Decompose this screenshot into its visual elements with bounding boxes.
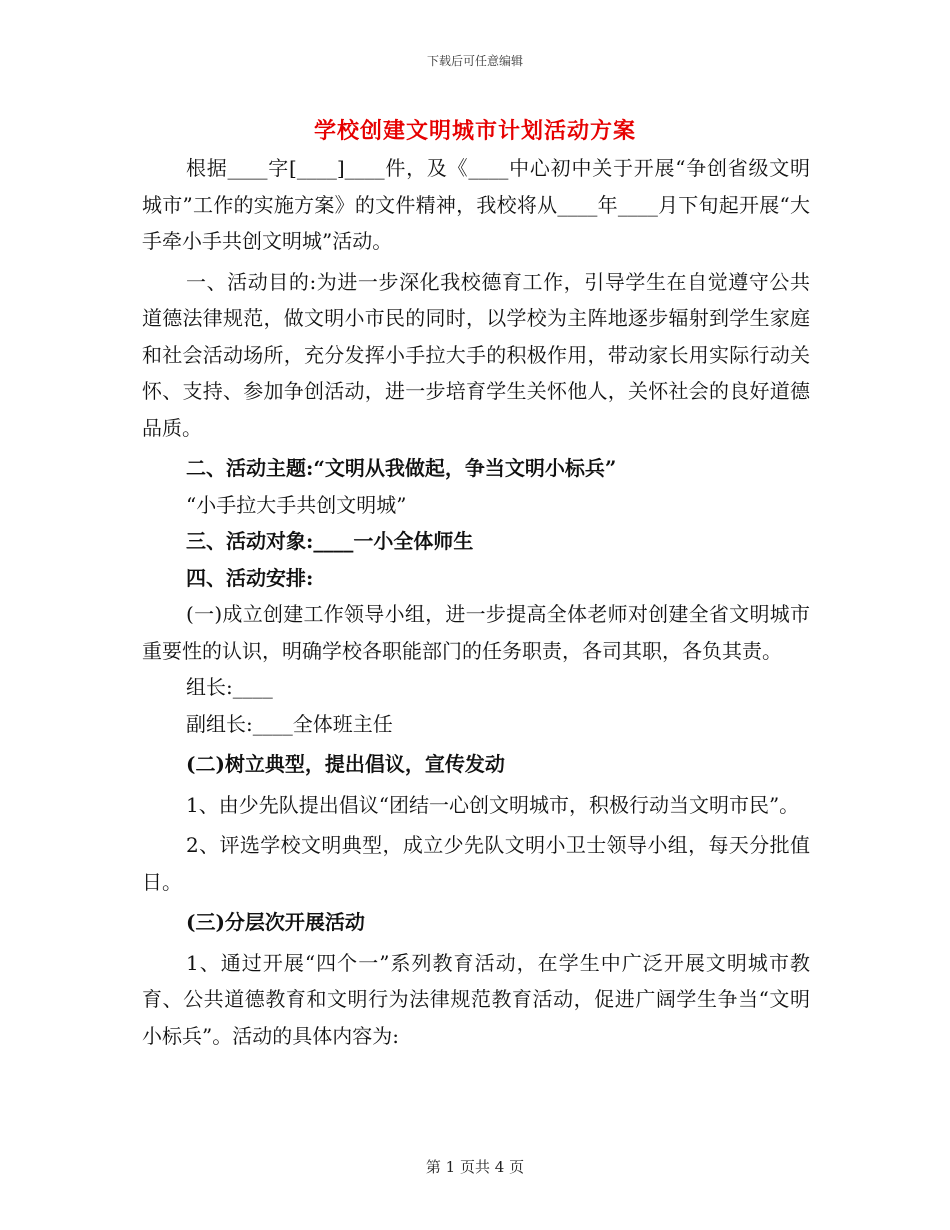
paragraph-slogan: “小手拉大手共创文明城” <box>186 492 407 517</box>
page-header: 下载后可任意编辑 <box>426 54 523 68</box>
heading-arrangement: 四、活动安排: <box>186 565 314 590</box>
paragraph-selection: 2、评选学校文明典型，成立少先队文明小卫士领导小组，每天分批值日。 <box>142 833 810 894</box>
heading-theme: 二、活动主题:“文明从我做起，争当文明小标兵” <box>186 456 617 480</box>
paragraph-four-ones: 1、通过开展“四个一”系列教育活动，在学生中广泛开展文明城市教育、公共道德教育和文明行为法律规范教育活动，促进广阔学生争当“文明小标兵”。活动的具体内容为: <box>142 950 810 1048</box>
heading-model: (二)树立典型，提出倡议，宣传发动 <box>186 752 505 776</box>
paragraph-initiative: 1、由少先队提出倡议“团结一心创文明城市，积极行动当文明市民”。 <box>186 792 800 817</box>
paragraph-intro: 根据____字[____]____件，及《____中心初中关于开展“争创省级文明城市”工作的实施方案》的文件精神，我校将从____年____月下旬起开展“大手牵小手共创文明城”活动。 <box>142 156 810 253</box>
heading-target: 三、活动对象:____一小全体师生 <box>186 529 474 553</box>
paragraph-leader: 组长:____ <box>186 675 273 699</box>
page-footer: 第 1 页共 4 页 <box>425 1158 525 1176</box>
paragraph-deputy-leader: 副组长:____全体班主任 <box>186 711 393 736</box>
heading-activities: (三)分层次开展活动 <box>186 910 365 934</box>
paragraph-purpose: 一、活动目的:为进一步深化我校德育工作，引导学生在自觉遵守公共道德法律规范，做文明小市民的同时，以学校为主阵地逐步辐射到学生家庭和社会活动场所，充分发挥小手拉大手的积极作用，带动家长用实际行动关怀、支持、参加争创活动，进一步培育学生关怀他人，关怀社会的良好道德品质。 <box>142 269 810 440</box>
document-body <box>142 150 810 1054</box>
paragraph-leadership: (一)成立创建工作领导小组，进一步提高全体老师对创建全省文明城市重要性的认识，明确学校各职能部门的任务职责，各司其职，各负其责。 <box>142 602 810 663</box>
document-title: 学校创建文明城市计划活动方案 <box>313 118 636 144</box>
